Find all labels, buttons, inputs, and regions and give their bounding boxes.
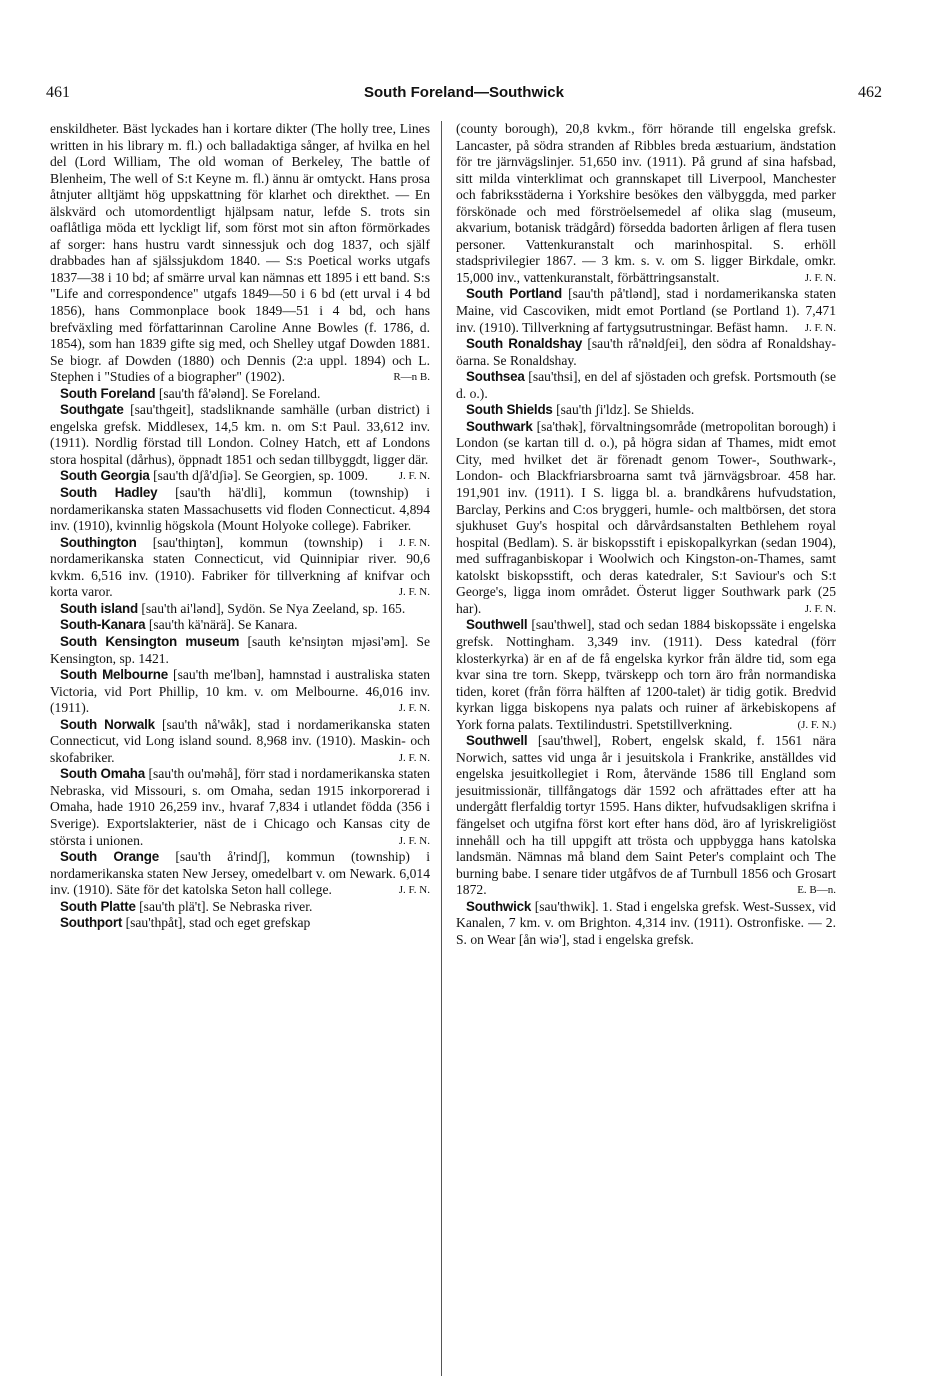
entry-text: [sau'th rå'nəldʃei], den södra af Ronaldshay-öarna. Se Ronaldshay. (456, 336, 836, 368)
headword: Southgate (60, 402, 124, 418)
entry-south-georgia (50, 468, 430, 485)
headword: Southington (60, 534, 137, 550)
author-signature: J. F. N. (398, 470, 430, 483)
headword: Southwick (466, 898, 532, 914)
author-signature: J. F. N. (398, 884, 430, 897)
entry-text: [sau'th ai'lənd], Sydön. Se Nya Zeeland, sp. 165. (141, 600, 406, 616)
entry-south-portland (456, 286, 836, 336)
entry-text: [sau'thwel], stad och sedan 1884 biskopssäte i engelska grefsk. Nottingham. 3,349 inv. (1911). Dess katedral (förr klosterkyrka) är en af de få engelska kyrkor från äldre tid, som ega kvar sina tre torn. Skepp, tvärskepp och torn äro från normandiska tiden, koret (från förra hälften af 1200-talet) är tidig gotik. Bredvid kyrkan ligga biskopens nya palats och ruiner af ärkebiskopens af York forna palats. Textilindustri. Spetstillverkning. (456, 617, 836, 732)
headword: South Omaha (60, 766, 145, 782)
page-number-left: 461 (46, 84, 70, 101)
column-divider (441, 121, 442, 1376)
author-signature: J. F. N. (398, 751, 430, 764)
headword: South Platte (60, 898, 136, 914)
right-column (456, 121, 836, 948)
entry-southwell-robert (456, 733, 836, 898)
author-signature: J. F. N. (398, 536, 430, 549)
left-column (50, 121, 430, 932)
entry-south-orange (50, 849, 430, 899)
entry-text: [sauth ke'nsiŋtən mjəsi'əm]. Se Kensington, sp. 1421. (50, 633, 430, 666)
entry-text: [sau'th me'lbən], hamnstad i australiska staten Victoria, vid Port Phillip, 10 km. v. om Melbourne. 46,016 inv. (1911). (50, 667, 431, 716)
author-signature: R—n B. (393, 371, 430, 384)
entry-text: [sau'thwik]. 1. Stad i engelska grefsk. West-Sussex, vid Kanalen, 7 km. v. om Brighton. 4,314 inv. (1911). Ostronfiske. — 2. S. on Wear [ån wiə'], stad i engelska grefsk. (456, 898, 836, 947)
headword: South Georgia (60, 468, 150, 484)
entry-south-melbourne (50, 667, 430, 717)
entry-text: enskildheter. Bäst lyckades han i kortare dikter (The holly tree, Lines written in his library m. fl.) och balladaktiga sånger, af hvilka en hel del (Lord William, The old woman of Berkeley, The battle of Blenheim, The well of S:t Keyne m. fl.) ännu är omtyckt. Hans prosa åtnjuter alltjämt hög uppskattning för klarhet och direkthet. — En älskvärd och utomordentligt hjälpsam natur, lefde S. trots sin oaflåtliga möda ett lyckligt lif, som först mot sin afton förmörkades af sorger: hans hustru vardt sinnessjuk och dog 1837, och själf drabbades han af själssjukdom 1840. — S:s Poetical works utgafs 1837—38 i 10 bd; af smärre urval kan nämnas ett 1895 i ett band. S:s "Life and correspondence" utgafs 1849—50 i 6 bd (ett urval i 4 bd 1856), hans Commonplace book 1849—51 i 4 bd, och hans brefväxling med författarinnan Caroline Anne Bowles (f. 1786, d. 1854), som han 1839 gifte sig med, och Shelley utgaf Dowden 1881. Se biogr. af Dowden (1880) och Dennis (2:a uppl. 1894) och L. Stephen i "Studies of a biographer" (1902). (50, 121, 430, 385)
headword: South Hadley (60, 485, 158, 501)
entry-southwell (456, 617, 836, 733)
page-header (46, 84, 882, 106)
headword: Southwell (466, 733, 528, 749)
entry-text: [sau'th på'tlənd], stad i nordamerikanska staten Maine, vid Cascoviken, midt emot Portland (se Portland 1). 7,471 inv. (1910). Tillverkning af fartygsutrustningar. Befäst hamn. (456, 286, 836, 335)
author-signature: E. B—n. (797, 884, 836, 897)
entry-text: [sau'th ou'məhå], förr stad i nordamerikanska staten Nebraska, vid Missouri, s. om Omaha, sedan 1915 inkorporerad i Omaha, hade 1910 26,259 inv., hvaraf 7,834 i utlandet födda (356 i Sverige). Exportslakterier, näst de i Chicago och Kansas city de största i unionen. (50, 766, 430, 848)
entry-text: [sau'th få'ələnd]. Se Foreland. (158, 385, 321, 401)
entry-text: [sau'thsi], en del af sjöstaden och grefsk. Portsmouth (se d. o.). (456, 369, 836, 401)
headword: South Portland (466, 286, 562, 302)
author-signature: J. F. N. (398, 586, 430, 599)
entry-text: [sau'th ʃi'ldz]. Se Shields. (556, 402, 695, 418)
entry-south-platte (50, 899, 430, 916)
entry-south-kensington (50, 634, 430, 667)
headword: South Melbourne (60, 667, 168, 683)
entry-text: [sau'thiŋtən], kommun (township) i nordamerikanska staten Connecticut, vid Quinnipiar river. 90,6 kvkm. 6,516 inv. (1910). Fabriker för tillverkning af knifvar och korta varor. (50, 534, 430, 600)
entry-text: [sau'th å'rindʃ], kommun (township) i nordamerikanska staten New Jersey, omedelbart v. om Newark. 6,014 inv. (1910). Säte för det katolska Seton hall college. (50, 849, 430, 898)
headword: South Foreland (60, 385, 156, 401)
headword: South Kensington museum (60, 633, 240, 649)
headword: Southsea (466, 369, 525, 385)
headword: South Orange (60, 849, 160, 865)
entry-text: [sau'th dʃå'dʃiə]. Se Georgien, sp. 1009. (153, 468, 368, 484)
headword: South Ronaldshay (466, 336, 583, 352)
author-signature: J. F. N. (398, 702, 430, 715)
headword: Southwell (466, 617, 528, 633)
author-signature: (J. F. N.) (797, 718, 836, 731)
entry-southington (50, 535, 430, 601)
page-number-right: 462 (858, 84, 882, 101)
entry-text: [sau'th plä't]. Se Nebraska river. (139, 898, 313, 914)
headword: Southport (60, 915, 123, 931)
author-signature: J. F. N. (398, 834, 430, 847)
headword: South-Kanara (60, 617, 146, 633)
headword: South island (60, 600, 138, 616)
entry-southsea (456, 369, 836, 402)
entry-text: [sau'th kä'närä]. Se Kanara. (148, 617, 298, 633)
entry-south-norwalk (50, 717, 430, 767)
entry-text: [sau'th nå'wåk], stad i nordamerikanska staten Connecticut, vid Long island sound. 8,968 inv. (1910). Maskin- och skofabriker. (50, 716, 430, 765)
entry-text: [sau'thgeit], stadsliknande samhälle (urban district) i engelska grefsk. Middlesex, 14,5 km. n. om S:t Paul. 33,612 inv. (1911). Nordlig förstad till London. Colney Hatch, ett af Londons stora hospital (dårhus), öppnadt 1851 och sedan tillbyggdt, ligger där. (50, 402, 430, 467)
entry-southport (50, 915, 430, 932)
entry-south-kanara (50, 617, 430, 634)
entry-text: [sa'thək], förvaltningsområde (metropolitan borough) i London (se kartan till d. o.), på högra sidan af Thames, midt emot City, med hvilket det är förenadt genom Tower-, Southwark-, London- och Blackfriarsbroarna samt två järnvägsbroar. 458 har. 191,901 inv. (1911). I S. ligga bl. a. brandkårens hufvudstation, Barclay, Perkins and C:os bryggeri, humle- och maltbörsen, det stora sjukhuset Guy's hospital och dårvårdsanstalten Bethlehem royal hospital (Bedlam). S. är biskopsstift i episkopalkyrkan (sedan 1904), med suffraganbiskopar i Woolwich och Kingston-on-Thames, samt katolskt biskopsstift, och deras katedraler, S:t Saviour's och S:t George's, ligga inom området. Österut ligger Southwark park (25 har). (456, 418, 836, 616)
entry-southport-continued (456, 121, 836, 286)
entry-text: (county borough), 20,8 kvkm., förr hörande till engelska grefsk. Lancaster, på södra stranden af Ribbles breda æstuarium, ändstation för tre järnvägslinjer. 51,650 inv. (1911). På grund af sina hafsbad, sitt milda vinterklimat och grannskapet till Liverpool, Manchester och fabriksstäderna i Yorkshire besökes den välbyggda, med parker förskönade och med förströelsemedel af olika slag (museum, akvarium, botanisk trädgård) försedda badorten årligen af flera tusen personer. Vattenkuranstalt och marinhospital. S. erhöll stadsprivilegier 1867. — 3 km. s. v. om S. ligger Birkdale, omkr. 15,000 inv., vattenkuranstalt, förbättringsanstalt. (456, 121, 836, 285)
entry-south-foreland (50, 386, 430, 403)
entry-text: [sau'thpåt], stad och eget grefskap (125, 915, 311, 931)
entry-south-omaha (50, 766, 430, 849)
entry-text: [sau'th hä'dli], kommun (township) i nordamerikanska staten Massachusetts vid floden Connecticut. 4,894 inv. (1910), kvinnlig högskola (Mount Holyoke college). Fabriker. (50, 485, 430, 534)
entry-text: [sau'thwel], Robert, engelsk skald, f. 1561 nära Norwich, sattes vid unga år i jesuitskola i Frankrike, anställdes vid engelska jesuitkollegiet i Rom, återvände 1586 till England som jesuitmissionär, tillfångatogs där 1592 och afrättades efter att ha undergått flerfaldig tortyr 1595. Hans dikter, hufvudsakligen skrifna i fängelset och utgifna först kort efter hans död, äro af lyriskreligiöst innehåll och ha till uppgift att trösta och uppbygga hans katolska landsmän. Nämnas må bland dem Saint Peter's complaint och The burning babe. I senare tider utgåfvos de af Turnbull 1856 och Grosart 1872. (456, 733, 836, 898)
entry-southwick (456, 899, 836, 949)
running-title: South Foreland—Southwick (363, 84, 564, 101)
author-signature: J. F. N. (804, 321, 836, 334)
entry-south-island (50, 601, 430, 618)
author-signature: J. F. N. (804, 602, 836, 615)
entry-south-ronaldshay (456, 336, 836, 369)
entry-south-shields (456, 402, 836, 419)
author-signature: J. F. N. (804, 271, 836, 284)
entry-southwark (456, 419, 836, 618)
headword: Southwark (466, 418, 533, 434)
headword: South Shields (466, 402, 553, 418)
entry-continuation (50, 121, 430, 386)
headword: South Norwalk (60, 716, 155, 732)
